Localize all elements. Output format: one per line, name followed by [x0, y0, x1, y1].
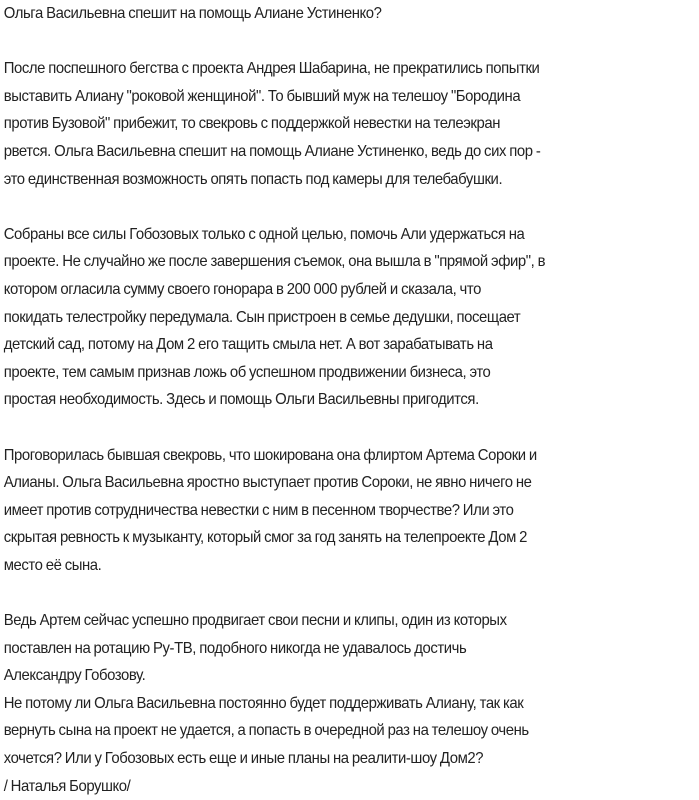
- article-title: Ольга Васильевна спешит на помощь Алиане Устиненко?: [3, 5, 382, 22]
- paragraph-4: [4, 607, 697, 800]
- spacer: [4, 579, 697, 607]
- text-line: покидать телестройку передумала. Сын пристроен в семье дедушки, посещает: [3, 308, 521, 326]
- paragraph-3: [4, 442, 697, 580]
- paragraph-1: [4, 55, 697, 193]
- text-line: детский сад, потому на Дом 2 его тащить смыла нет. А вот зарабатывать на: [3, 336, 493, 354]
- text-line: простая необходимость. Здесь и помощь Ольги Васильевны пригодится.: [3, 391, 479, 409]
- text-line: Александру Гобозову.: [3, 667, 146, 685]
- text-line: проекте, тем самым признав ложь об успешном продвижении бизнеса, это: [3, 363, 491, 381]
- text-line: рвется. Ольга Васильевна спешит на помощь Алиане Устиненко, ведь до сих пор -: [3, 142, 541, 160]
- spacer: [4, 414, 697, 442]
- paragraph-2: [4, 221, 697, 414]
- text-line: котором огласила сумму своего гонорара в 200 000 рублей и сказала, что: [3, 280, 481, 298]
- text-line: Собраны все силы Гобозовых только с одной целью, помочь Али удержаться на: [3, 225, 525, 243]
- author-signature: / Наталья Борушко/: [3, 777, 131, 795]
- text-line: Не потому ли Ольга Васильевна постоянно будет поддерживать Алиану, так как: [3, 694, 524, 712]
- text-line: После поспешного бегства с проекта Андрея Шабарина, не прекратились попытки: [3, 60, 540, 78]
- text-line: против Бузовой" прибежит, то свекровь с поддержкой невестки на телеэкран: [3, 115, 501, 133]
- text-line: Ведь Артем сейчас успешно продвигает свои песни и клипы, один из которых: [3, 612, 507, 630]
- text-line: Проговорилась бывшая свекровь, что шокирована она флиртом Артема Сороки и: [3, 446, 537, 464]
- text-line: скрытая ревность к музыканту, который смог за год занять на телепроекте Дом 2: [3, 529, 528, 547]
- spacer: [4, 28, 697, 56]
- text-line: хочется? Или у Гобозовых есть еще и иные планы на реалити-шоу Дом2?: [3, 750, 484, 768]
- text-line: это единственная возможность опять попасть под камеры для телебабушки.: [3, 170, 503, 188]
- text-line: выставить Алиану "роковой женщиной". То бывший муж на телешоу "Бородина: [3, 87, 521, 105]
- text-line: проекте. Не случайно же после завершения съемок, она вышла в "прямой эфир", в: [3, 253, 546, 271]
- text-line: Алианы. Ольга Васильевна яростно выступает против Сороки, не явно ничего не: [3, 474, 532, 492]
- text-line: вернуть сына на проект не удается, а попасть в очередной раз на телешоу очень: [3, 722, 529, 740]
- spacer: [4, 193, 697, 221]
- text-line: место её сына.: [3, 556, 102, 574]
- text-line: поставлен на ротацию Ру-ТВ, подобного никогда не удавалось достичь: [3, 639, 467, 657]
- text-line: имеет против сотрудничества невестки с ним в песенном творчестве? Или это: [3, 501, 514, 519]
